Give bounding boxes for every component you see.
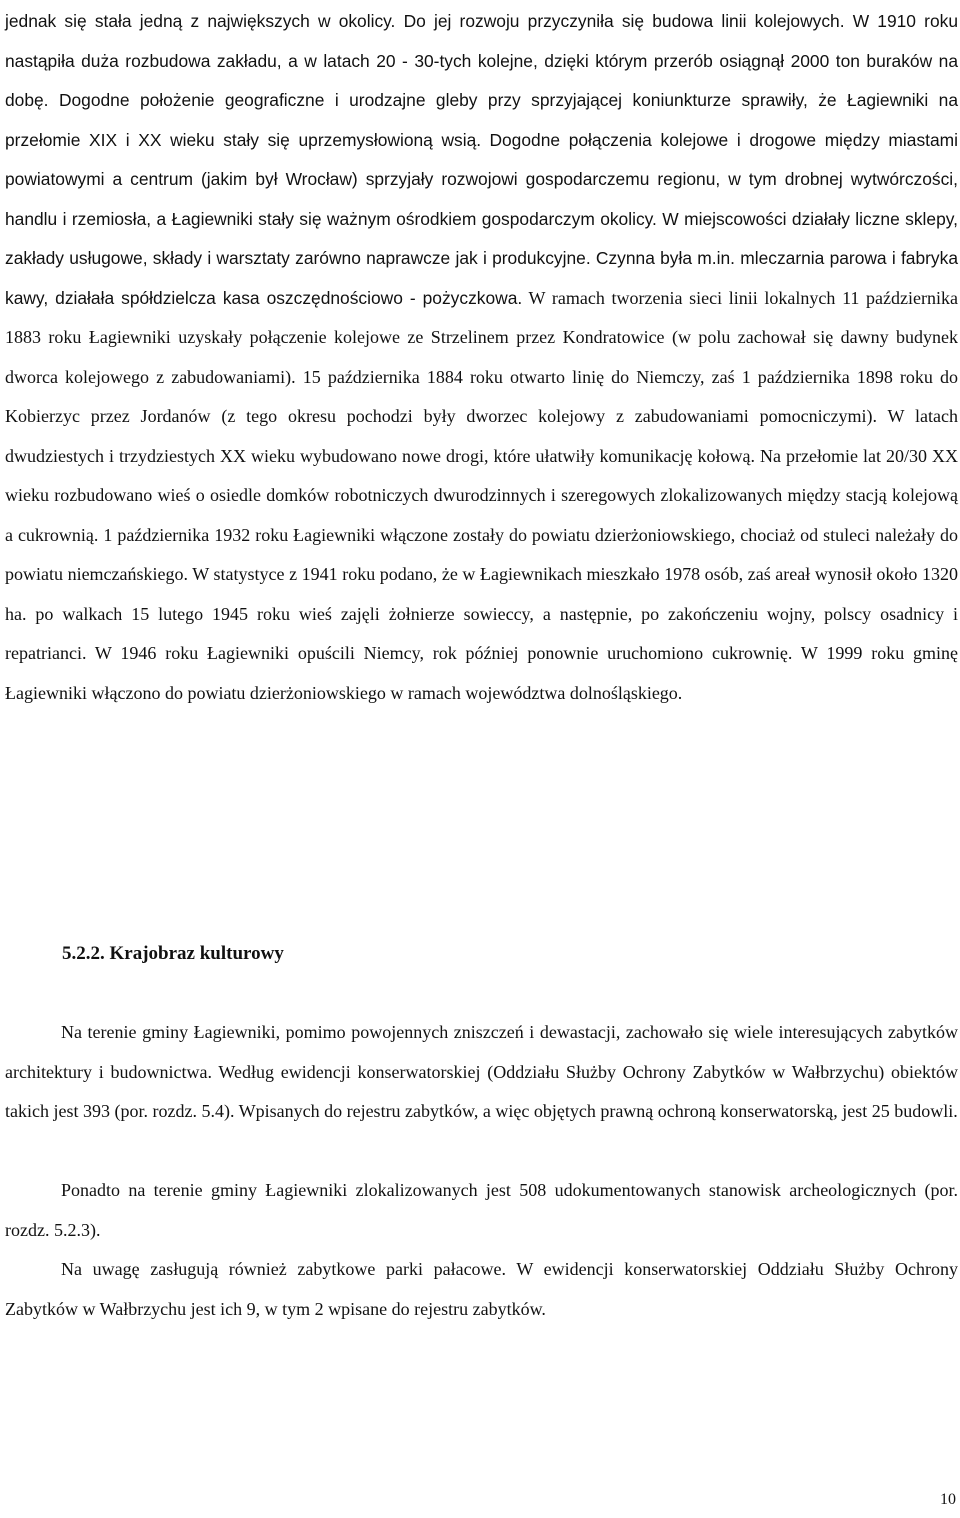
- page-number: 10: [940, 1491, 956, 1508]
- body-paragraph-history: [5, 2, 958, 713]
- body-paragraph-parks: Na uwagę zasługują również zabytkowe parki pałacowe. W ewidencji konserwatorskiej Oddziału Służby Ochrony Zabytków w Wałbrzychu jest ich 9, w tym 2 wpisane do rejestru zabytków.: [5, 1259, 958, 1319]
- paragraph-segment-sans-2: Dogodne połączenia kolejowe i drogowe między miastami powiatowymi a centrum (jakim był Wrocław) sprzyjały rozwojowi gospodarczemu regionu, w tym drobnej wytwórczości, handlu i rzemiosła, a Łagiewniki stały się ważnym ośrodkiem gospodarczym okolicy. W miejscowości działały liczne sklepy, zakłady usługowe, składy i warsztaty zarówno naprawcze jak i produkcyjne. Czynna była m.in. mleczarnia parowa i fabryka kawy, działała spółdzielcza kasa oszczędnościowo - pożyczkowa.: [5, 129, 958, 308]
- paragraph-segment-serif: W ramach tworzenia sieci linii lokalnych 11 października 1883 roku Łagiewniki uzyskały połączenie kolejowe ze Strzelinem przez Kondratowice (w polu zachował się dawny budynek dworca kolejowego z zabudowaniami). 15 października 1884 roku otwarto linię do Niemczy, zaś 1 października 1898 roku do Kobierzyc przez Jordanów (z tego okresu pochodzi były dworzec kolejowy z zabudowaniami pomocniczymi). W latach dwudziestych i trzydziestych XX wieku wybudowano nowe drogi, które ułatwiły komunikację kołową. Na przełomie lat 20/30 XX wieku rozbudowano wieś o osiedle domków robotniczych dwurodzinnych i szeregowych zlokalizowanych między stacją kolejową a cukrownią. 1 października 1932 roku Łagiewniki włączone zostały do powiatu dzierżoniowskiego, chociaż od stuleci należały do powiatu niemczańskiego. W statystyce z 1941 roku podano, że w Łagiewnikach mieszkało 1978 osób, zaś areał wynosił około 1320 ha. po walkach 15 lutego 1945 roku wieś zajęli żołnierze sowieccy, a następnie, po zakończeniu wojny, polscy osadnicy i repatrianci. W 1946 roku Łagiewniki opuścili Niemcy, rok później ponownie uruchomiono cukrownię. W 1999 roku gminę Łagiewniki włączono do powiatu dzierżoniowskiego w ramach województwa dolnośląskiego.: [5, 287, 958, 703]
- paragraph-segment-sans-1: jednak się stała jedną z największych w okolicy. Do jej rozwoju przyczyniła się budowa linii kolejowych. W 1910 roku nastąpiła duża rozbudowa zakładu, a w latach 20 - 30-tych kolejne, dzięki którym przerób osiągnął 2000 ton buraków na dobę. Dogodne położenie geograficzne i urodzajne gleby przy sprzyjającej koniunkturze sprawiły, że Łagiewniki na przełomie XIX i XX wieku stały się uprzemysłowioną wsią.: [5, 11, 958, 150]
- body-paragraph-archaeology: Ponadto na terenie gminy Łagiewniki zlokalizowanych jest 508 udokumentowanych stanowisk archeologicznych (por. rozdz. 5.2.3).: [5, 1180, 958, 1240]
- body-paragraph-monuments: Na terenie gminy Łagiewniki, pomimo powojennych zniszczeń i dewastacji, zachowało się wiele interesujących zabytków architektury i budownictwa. Według ewidencji konserwatorskiej (Oddziału Służby Ochrony Zabytków w Wałbrzychu) obiektów takich jest 393 (por. rozdz. 5.4). Wpisanych do rejestru zabytków, a więc objętych prawną ochroną konserwatorską, jest 25 budowli.: [5, 1022, 958, 1121]
- section-heading: 5.2.2. Krajobraz kulturowy: [62, 943, 284, 964]
